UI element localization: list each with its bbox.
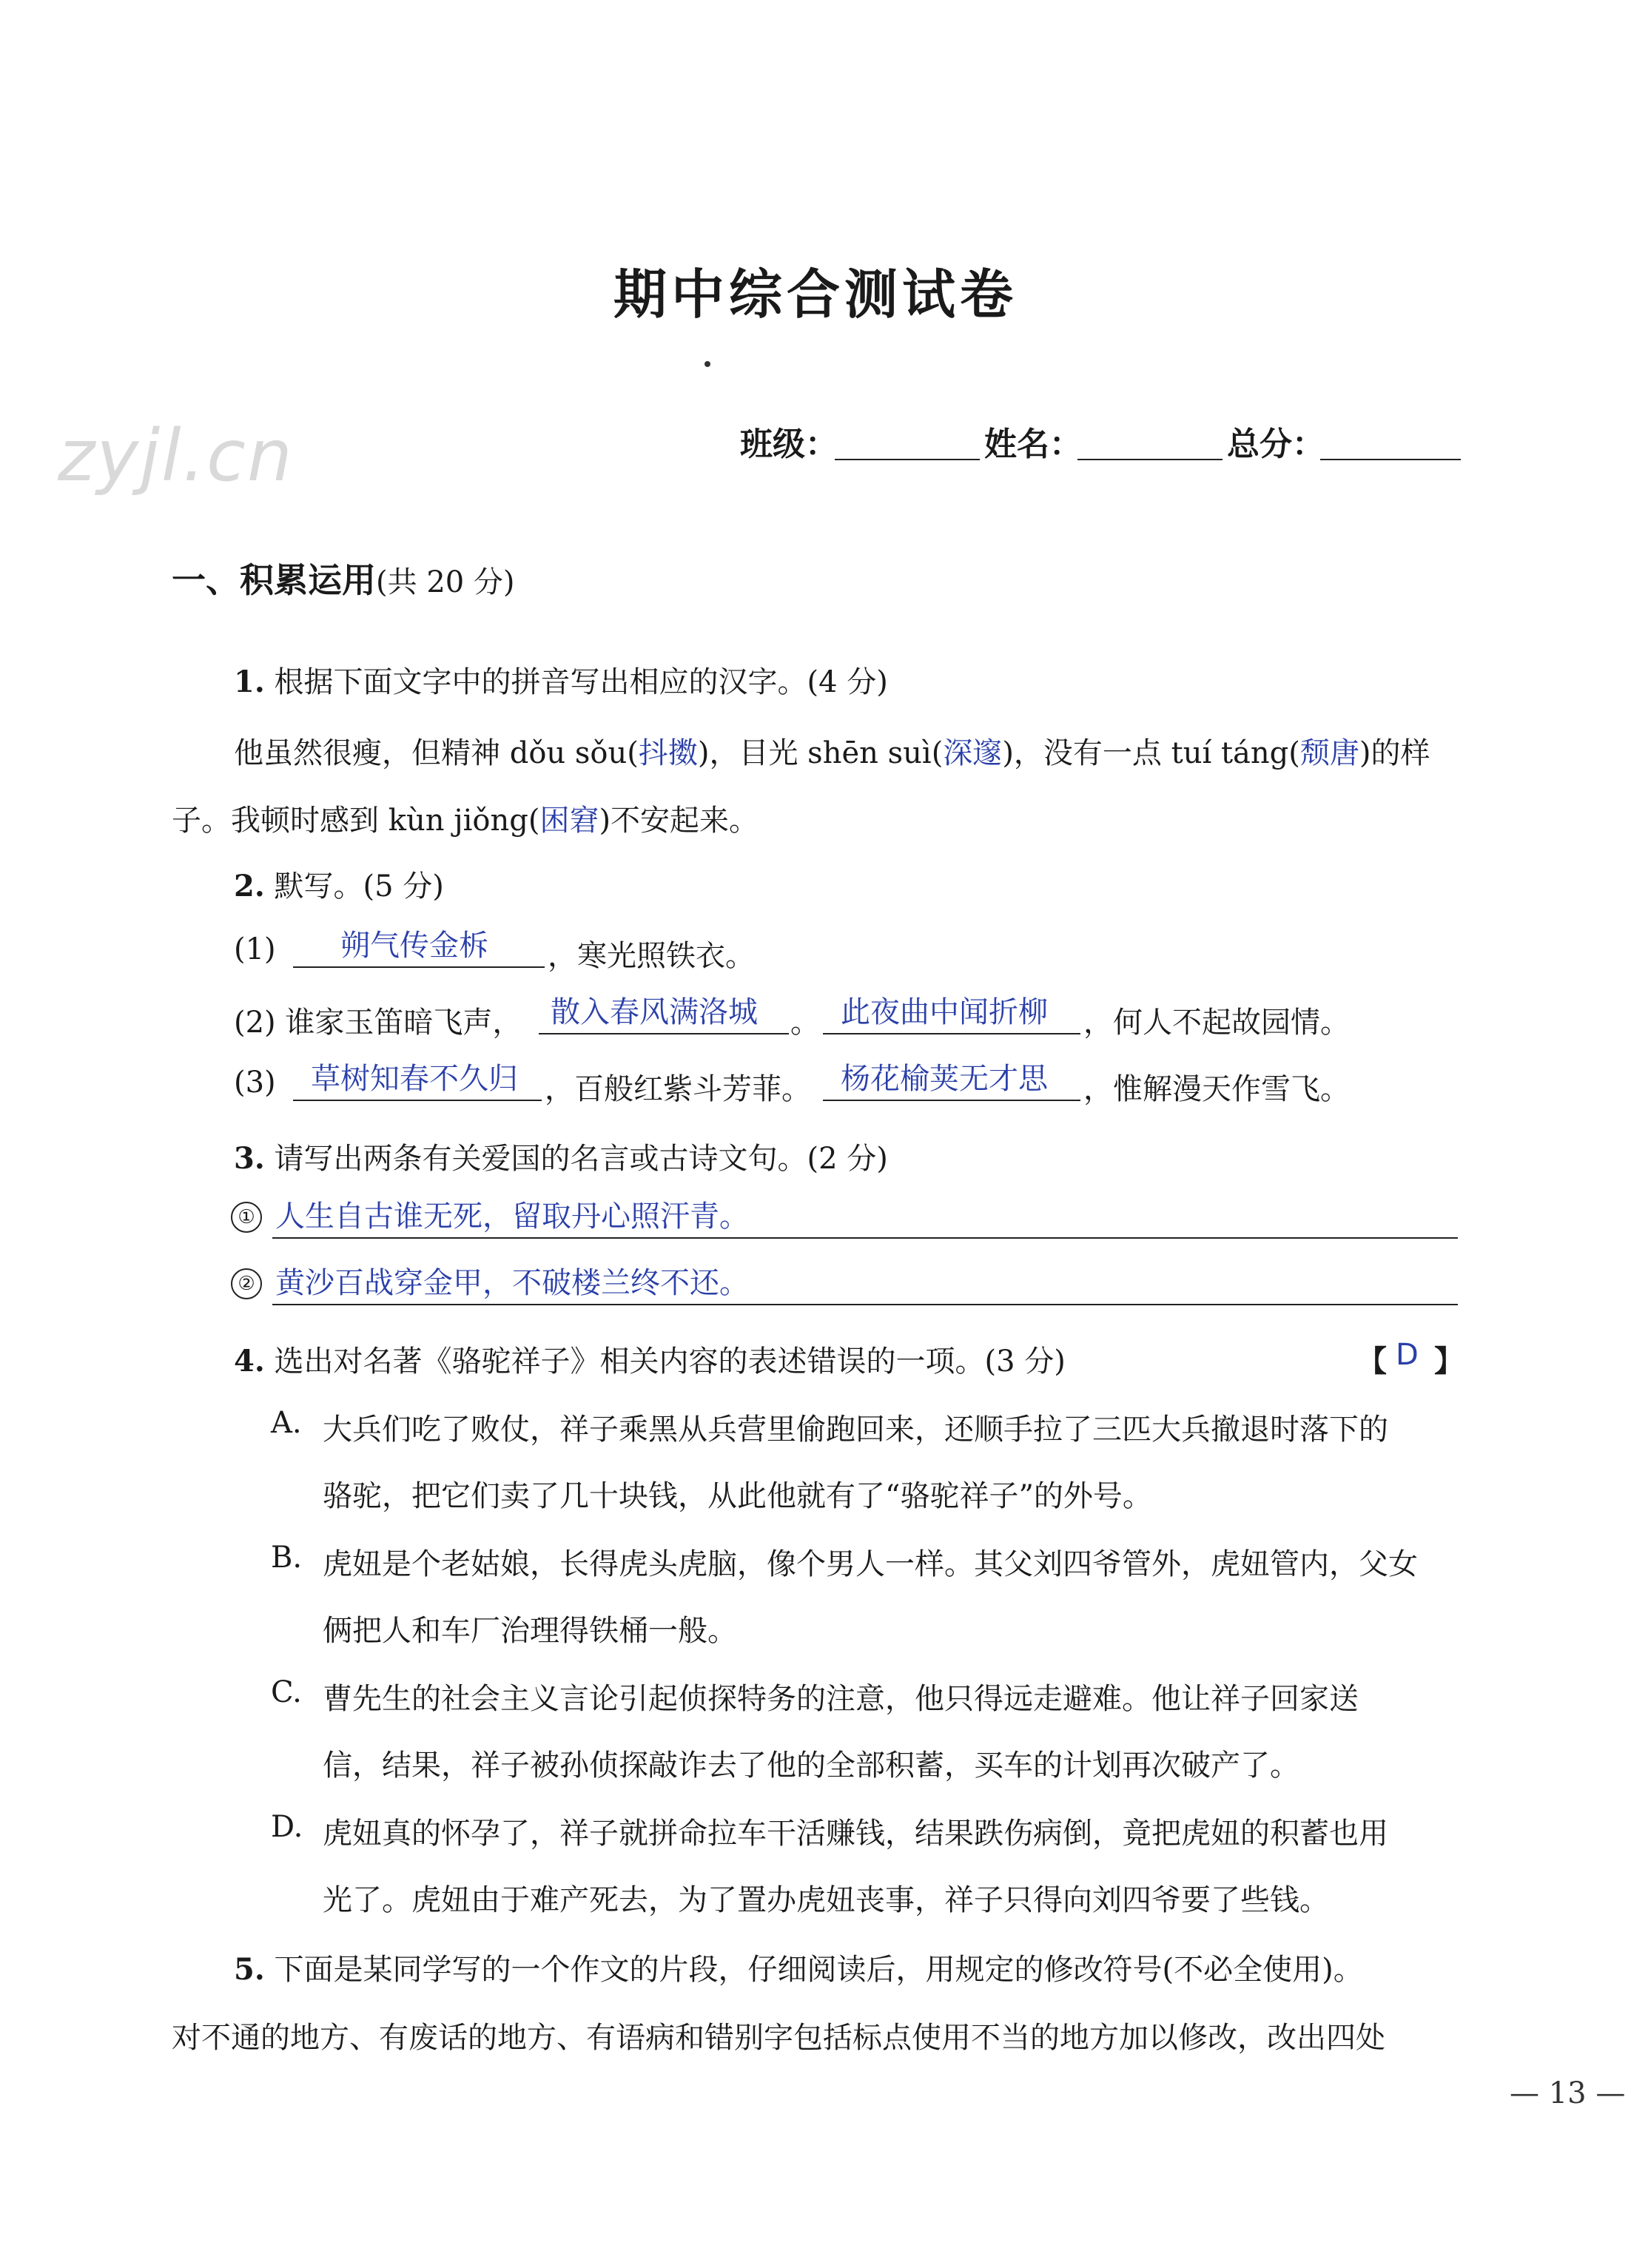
q4-option-a-line1: 大兵们吃了败仗，祥子乘黑从兵营里偷跑回来，还顺手拉了三匹大兵撤退时落下的 (323, 1413, 1388, 1447)
q3-answer-line-1[interactable] (272, 1237, 1458, 1239)
q1-text: )不安起来。 (599, 804, 759, 838)
q4-option-b-line2: 俩把人和车厂治理得铁桶一般。 (323, 1614, 737, 1648)
q2-line3-after: ，惟解漫天作雪飞。 (1083, 1072, 1350, 1106)
q2-line3-mid: ，百般红紫斗芳菲。 (545, 1072, 811, 1106)
q4-option-b-line1: 虎妞是个老姑娘，长得虎头虎脑，像个男人一样。其父刘四爷管外，虎妞管内，父女 (323, 1547, 1418, 1581)
q1-answer-4: 困窘 (539, 804, 599, 838)
section-points: (共 20 分) (376, 565, 515, 599)
q3-answer-line-2[interactable] (272, 1304, 1458, 1305)
watermark-logo: zyjl.cn (58, 414, 294, 497)
q4-option-b-label: B. (271, 1541, 303, 1575)
name-label: 姓名： (984, 425, 1082, 463)
q1-answer-3: 颓唐 (1299, 736, 1359, 770)
q1-text: 他虽然很瘦，但精神 dǒu sǒu( (234, 736, 639, 770)
q2-blank-3[interactable] (823, 1033, 1080, 1034)
q1-text: )，目光 shēn suì( (697, 736, 944, 770)
q2-answer-2: 散入春风满洛城 (551, 995, 758, 1029)
q1-line1 (234, 730, 1430, 772)
q3-prompt (234, 1135, 888, 1177)
q2-prompt-text: 默写。(5 分) (274, 869, 444, 904)
q4-answer: D (1396, 1338, 1419, 1372)
score-label: 总分： (1227, 425, 1325, 463)
q1-text: 子。我顿时感到 kùn jiǒng( (172, 804, 540, 838)
circled-one-icon: ① (231, 1202, 262, 1233)
q4-prompt-text: 选出对名著《骆驼祥子》相关内容的表述错误的一项。(3 分) (274, 1345, 1066, 1379)
q2-prompt (234, 863, 444, 905)
q2-blank-4[interactable] (293, 1100, 542, 1101)
q4-bracket-close: 】 (1434, 1344, 1464, 1379)
q1-answer-1: 抖擞 (638, 736, 698, 770)
page-number: — 13 — (1510, 2076, 1626, 2110)
q4-option-d-line1: 虎妞真的怀孕了，祥子就拼命拉车干活赚钱，结果跌伤病倒，竟把虎妞的积蓄也用 (323, 1817, 1388, 1851)
q1-text: )，没有一点 tuí táng( (1002, 736, 1300, 770)
q3-number: 3. (234, 1141, 265, 1176)
score-field[interactable] (1320, 459, 1461, 460)
q2-number: 2. (234, 869, 265, 904)
q2-blank-2[interactable] (539, 1033, 789, 1034)
q2-line1-num: (1) (234, 932, 276, 966)
q2-blank-1[interactable] (293, 966, 545, 968)
section-heading (172, 553, 515, 602)
class-label: 班级： (740, 425, 838, 463)
q5-number: 5. (234, 1952, 265, 1987)
q1-prompt (234, 659, 888, 701)
q4-option-a-line2: 骆驼，把它们卖了几十块钱，从此他就有了“骆驼祥子”的外号。 (323, 1479, 1152, 1513)
q4-bracket-open: 【 (1357, 1344, 1387, 1379)
q4-option-d-label: D. (271, 1810, 303, 1844)
q2-line2-after: ，何人不起故园情。 (1083, 1006, 1350, 1040)
q3-prompt-text: 请写出两条有关爱国的名言或古诗文句。(2 分) (274, 1142, 888, 1176)
q3-answer-1: 人生自古谁无死，留取丹心照汗青。 (275, 1199, 749, 1234)
section-title: 一、积累运用 (172, 560, 376, 600)
q2-line3-num: (3) (234, 1066, 276, 1100)
q3-answer-2: 黄沙百战穿金甲，不破楼兰终不还。 (275, 1266, 749, 1300)
q4-prompt (234, 1338, 1066, 1380)
page-title: 期中综合测试卷 (613, 263, 1018, 326)
q1-line2 (172, 797, 759, 839)
q5-text-1: 下面是某同学写的一个作文的片段，仔细阅读后，用规定的修改符号(不必全使用)。 (274, 1953, 1363, 1987)
q4-number: 4. (234, 1344, 265, 1379)
q2-answer-4: 草树知春不久归 (311, 1062, 518, 1096)
q1-text: )的样 (1359, 736, 1430, 770)
q2-line1-after: ，寒光照铁衣。 (548, 939, 755, 973)
q2-line2-mid: 。 (790, 1006, 820, 1040)
name-field[interactable] (1077, 459, 1223, 460)
q2-answer-5: 杨花榆荚无才思 (841, 1062, 1048, 1096)
q2-blank-5[interactable] (823, 1100, 1080, 1101)
circled-two-icon: ② (231, 1268, 262, 1299)
q4-option-a-label: A. (271, 1406, 302, 1440)
q1-number: 1. (234, 664, 265, 699)
q1-prompt-text: 根据下面文字中的拼音写出相应的汉字。(4 分) (274, 665, 888, 699)
class-field[interactable] (835, 459, 980, 460)
decorative-dot (704, 361, 710, 367)
q4-option-d-line2: 光了。虎妞由于难产死去，为了置办虎妞丧事，祥子只得向刘四爷要了些钱。 (323, 1883, 1329, 1917)
q2-answer-1: 朔气传金柝 (340, 929, 488, 963)
q4-option-c-line1: 曹先生的社会主义言论引起侦探特务的注意，他只得远走避难。他让祥子回家送 (323, 1682, 1359, 1716)
q5-line2: 对不通的地方、有废话的地方、有语病和错别字包括标点使用不当的地方加以修改，改出四处 (172, 2021, 1385, 2055)
q2-answer-3: 此夜曲中闻折柳 (841, 995, 1048, 1029)
q5-line1 (234, 1946, 1363, 1988)
q4-option-c-line2: 信，结果，祥子被孙侦探敲诈去了他的全部积蓄，买车的计划再次破产了。 (323, 1749, 1299, 1783)
q4-option-c-label: C. (271, 1675, 302, 1709)
q3-mark-2 (231, 1268, 262, 1299)
q2-line2-start: (2) 谁家玉笛暗飞声， (234, 1006, 522, 1040)
q3-mark-1 (231, 1202, 262, 1233)
q1-answer-2: 深邃 (943, 736, 1003, 770)
